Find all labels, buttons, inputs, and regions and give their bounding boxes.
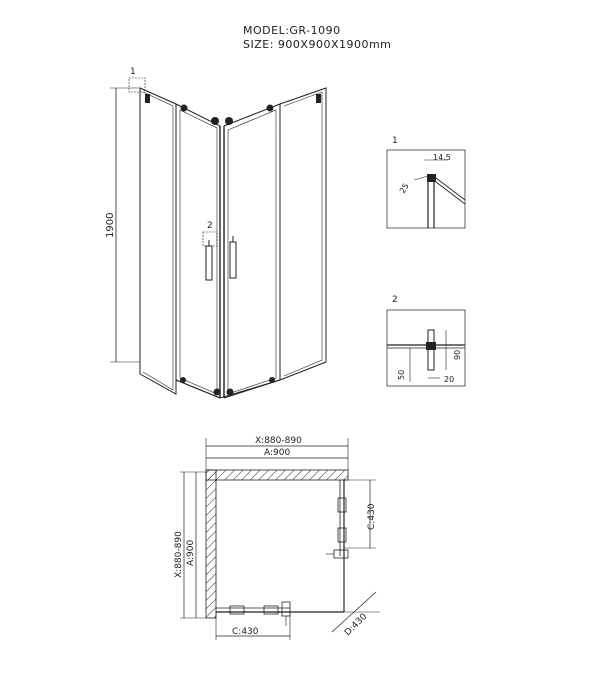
model-title: MODEL:GR-1090 <box>243 24 341 37</box>
detail-1-title: 1 <box>392 136 398 146</box>
callout-1-label: 1 <box>130 67 136 77</box>
plan-c-right-label: C:430 <box>367 503 377 530</box>
plan-c-bottom-label: C:430 <box>232 627 259 637</box>
detail-2-dim-c: 20 <box>444 375 455 384</box>
detail-1 <box>387 136 465 228</box>
callout-2-label: 2 <box>207 221 213 231</box>
height-dimension-label: 1900 <box>105 212 116 238</box>
size-title: SIZE: 900X900X1900mm <box>243 38 392 51</box>
detail-1-dim-a: 14.5 <box>433 153 451 162</box>
detail-2-title: 2 <box>392 295 398 305</box>
plan-view <box>174 436 380 640</box>
plan-x-top-label: X:880-890 <box>255 436 302 446</box>
plan-a-side-label: A:900 <box>186 539 196 566</box>
plan-a-top-label: A:900 <box>264 448 291 458</box>
detail-2-dim-a: 90 <box>453 349 462 360</box>
plan-d-diag-label: D:430 <box>343 611 370 639</box>
elevation-view <box>105 67 326 398</box>
detail-1-dim-b: 25 <box>397 181 411 195</box>
plan-x-side-label: X:880-890 <box>174 531 184 578</box>
detail-2-dim-b: 50 <box>397 369 406 380</box>
detail-2 <box>387 295 465 386</box>
